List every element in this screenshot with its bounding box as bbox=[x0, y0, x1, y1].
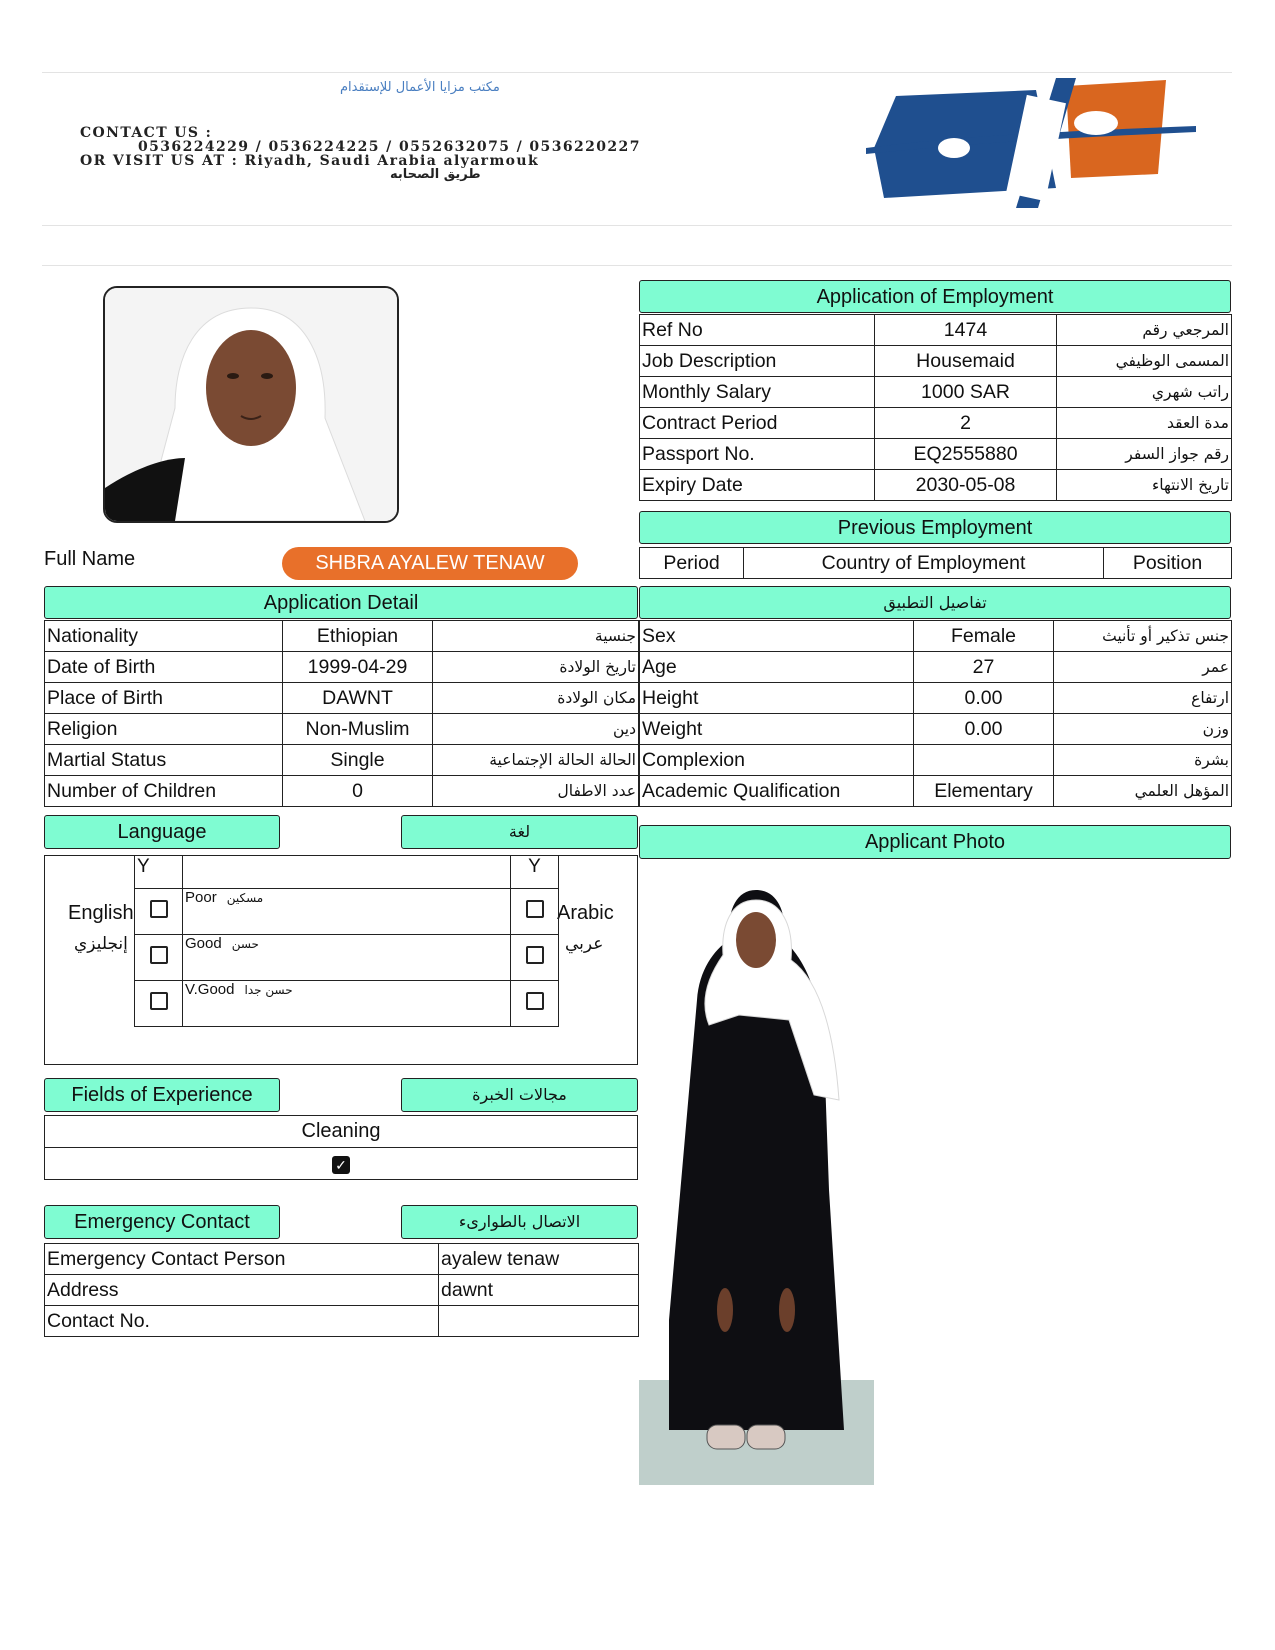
emergency-header: Emergency Contact bbox=[44, 1205, 280, 1239]
cleaning-checkbox[interactable]: ✓ bbox=[332, 1156, 350, 1174]
experience-item: Cleaning bbox=[44, 1115, 638, 1148]
row-value bbox=[914, 745, 1054, 776]
table-row bbox=[640, 652, 1232, 683]
row-value: Housemaid bbox=[875, 346, 1057, 377]
row-label: Emergency Contact Person bbox=[45, 1244, 439, 1275]
table-row bbox=[640, 315, 1232, 346]
applicant-full-photo bbox=[639, 860, 874, 1485]
english-good-checkbox[interactable] bbox=[150, 946, 168, 964]
row-label-ar: المسمى الوظيفي bbox=[1057, 346, 1232, 377]
table-row bbox=[640, 745, 1232, 776]
row-label: Complexion bbox=[640, 745, 914, 776]
row-label-ar: مدة العقد bbox=[1057, 408, 1232, 439]
language-level-row bbox=[135, 889, 559, 935]
company-logo bbox=[866, 78, 1216, 218]
employment-header: Application of Employment bbox=[639, 280, 1231, 313]
employment-table bbox=[639, 314, 1232, 501]
full-name-label: Full Name bbox=[44, 548, 136, 570]
english-poor-checkbox[interactable] bbox=[150, 900, 168, 918]
level-label-ar: حسن bbox=[231, 937, 259, 951]
contact-phones: 0536224229 / 0536224225 / 0552632075 / 0536220227 bbox=[138, 139, 641, 155]
row-value: 1999-04-29 bbox=[283, 652, 433, 683]
arabic-label-ar: عربي bbox=[565, 934, 604, 954]
row-label-ar: تاريخ الانتهاء bbox=[1057, 470, 1232, 501]
language-table bbox=[134, 855, 559, 1027]
col-period: Period bbox=[640, 548, 744, 579]
arabic-vgood-checkbox[interactable] bbox=[526, 992, 544, 1010]
table-row bbox=[640, 408, 1232, 439]
arabic-label: Arabic bbox=[557, 902, 614, 924]
row-label: Monthly Salary bbox=[640, 377, 875, 408]
table-row bbox=[640, 346, 1232, 377]
level-label-ar: مسكين bbox=[226, 891, 264, 905]
row-label: Nationality bbox=[45, 621, 283, 652]
table-row bbox=[640, 776, 1232, 807]
row-value: 1474 bbox=[875, 315, 1057, 346]
application-detail-ar-table bbox=[639, 620, 1232, 807]
row-label: Sex bbox=[640, 621, 914, 652]
row-value: EQ2555880 bbox=[875, 439, 1057, 470]
row-label-ar: تاريخ الولادة bbox=[433, 652, 639, 683]
arabic-poor-checkbox[interactable] bbox=[526, 900, 544, 918]
row-label-ar: وزن bbox=[1054, 714, 1232, 745]
row-label-ar: مكان الولادة bbox=[433, 683, 639, 714]
row-value: Ethiopian bbox=[283, 621, 433, 652]
arabic-good-checkbox[interactable] bbox=[526, 946, 544, 964]
row-value: DAWNT bbox=[283, 683, 433, 714]
table-row bbox=[45, 683, 639, 714]
row-label: Passport No. bbox=[640, 439, 875, 470]
row-value: dawnt bbox=[439, 1275, 639, 1306]
col-position: Position bbox=[1104, 548, 1232, 579]
table-row bbox=[45, 652, 639, 683]
emergency-table bbox=[44, 1243, 639, 1337]
row-label-ar: المرجعي رقم bbox=[1057, 315, 1232, 346]
row-value: 0.00 bbox=[914, 683, 1054, 714]
row-value: Elementary bbox=[914, 776, 1054, 807]
contact-block bbox=[80, 126, 641, 182]
language-level-row bbox=[135, 935, 559, 981]
row-label-ar: عمر bbox=[1054, 652, 1232, 683]
row-label: Place of Birth bbox=[45, 683, 283, 714]
row-label-ar: بشرة bbox=[1054, 745, 1232, 776]
applicant-photo-header: Applicant Photo bbox=[639, 825, 1231, 859]
table-row bbox=[45, 776, 639, 807]
previous-employment-table bbox=[639, 547, 1232, 579]
application-detail-header: Application Detail bbox=[44, 586, 638, 619]
row-label-ar: الحالة الحالة الإجتماعية bbox=[433, 745, 639, 776]
col-y-arabic: Y bbox=[511, 856, 559, 889]
table-header-row bbox=[640, 548, 1232, 579]
row-label-ar: دين bbox=[433, 714, 639, 745]
row-label-ar: المؤهل العلمي bbox=[1054, 776, 1232, 807]
level-label: Good bbox=[185, 935, 222, 952]
row-label-ar: جنسية bbox=[433, 621, 639, 652]
row-label: Contact No. bbox=[45, 1306, 439, 1337]
row-label-ar: جنس تذكير أو تأنيث bbox=[1054, 621, 1232, 652]
row-label: Height bbox=[640, 683, 914, 714]
row-label: Job Description bbox=[640, 346, 875, 377]
row-label: Martial Status bbox=[45, 745, 283, 776]
table-row bbox=[45, 745, 639, 776]
row-label-ar: ارتفاع bbox=[1054, 683, 1232, 714]
table-row bbox=[45, 621, 639, 652]
row-value: 27 bbox=[914, 652, 1054, 683]
row-label: Age bbox=[640, 652, 914, 683]
row-label-ar: عدد الاطفال bbox=[433, 776, 639, 807]
table-row bbox=[45, 714, 639, 745]
visit-address: OR VISIT US AT : Riyadh, Saudi Arabia alyarmouk bbox=[80, 153, 540, 169]
row-label: Number of Children bbox=[45, 776, 283, 807]
row-label: Address bbox=[45, 1275, 439, 1306]
row-label: Date of Birth bbox=[45, 652, 283, 683]
contact-label: CONTACT US : bbox=[80, 125, 213, 141]
row-value: 0 bbox=[283, 776, 433, 807]
english-label: English bbox=[68, 902, 134, 924]
row-value: 0.00 bbox=[914, 714, 1054, 745]
emergency-ar-header: الاتصال بالطوارىء bbox=[401, 1205, 638, 1239]
table-row bbox=[45, 1244, 639, 1275]
level-label-ar: حسن جدا bbox=[244, 983, 293, 997]
table-row bbox=[640, 470, 1232, 501]
row-value: Non-Muslim bbox=[283, 714, 433, 745]
table-row bbox=[640, 714, 1232, 745]
table-row bbox=[640, 621, 1232, 652]
table-row bbox=[640, 439, 1232, 470]
row-value: Single bbox=[283, 745, 433, 776]
row-label-ar: راتب شهري bbox=[1057, 377, 1232, 408]
row-label: Expiry Date bbox=[640, 470, 875, 501]
language-header-row bbox=[135, 856, 559, 889]
english-label-ar: إنجليزي bbox=[74, 934, 128, 954]
row-label: Religion bbox=[45, 714, 283, 745]
fields-ar-header: مجالات الخبرة bbox=[401, 1078, 638, 1112]
language-header-blank bbox=[183, 856, 511, 889]
full-name-value: SHBRA AYALEW TENAW bbox=[282, 547, 578, 580]
language-level-row bbox=[135, 981, 559, 1027]
row-value: 2 bbox=[875, 408, 1057, 439]
row-label-ar: رقم جواز السفر bbox=[1057, 439, 1232, 470]
table-row bbox=[640, 683, 1232, 714]
row-value: 2030-05-08 bbox=[875, 470, 1057, 501]
application-detail-table bbox=[44, 620, 639, 807]
row-label: Academic Qualification bbox=[640, 776, 914, 807]
language-header: Language bbox=[44, 815, 280, 849]
fields-header: Fields of Experience bbox=[44, 1078, 280, 1112]
table-row bbox=[45, 1306, 639, 1337]
application-detail-ar-header: تفاصيل التطبيق bbox=[639, 586, 1231, 619]
english-vgood-checkbox[interactable] bbox=[150, 992, 168, 1010]
arabic-street: طريق الصحابه bbox=[390, 167, 481, 182]
language-ar-header: لغة bbox=[401, 815, 638, 849]
level-label: V.Good bbox=[185, 981, 235, 998]
row-value: ayalew tenaw bbox=[439, 1244, 639, 1275]
applicant-portrait bbox=[103, 286, 399, 523]
row-label: Weight bbox=[640, 714, 914, 745]
row-value bbox=[439, 1306, 639, 1337]
col-country: Country of Employment bbox=[744, 548, 1104, 579]
row-label: Ref No bbox=[640, 315, 875, 346]
row-value: Female bbox=[914, 621, 1054, 652]
row-value: 1000 SAR bbox=[875, 377, 1057, 408]
table-row bbox=[45, 1275, 639, 1306]
level-label: Poor bbox=[185, 889, 217, 906]
table-row bbox=[640, 377, 1232, 408]
row-label: Contract Period bbox=[640, 408, 875, 439]
previous-employment-header: Previous Employment bbox=[639, 511, 1231, 544]
office-arabic-name: مكتب مزايا الأعمال للإستقدام bbox=[340, 80, 500, 95]
col-y-english: Y bbox=[135, 856, 183, 889]
